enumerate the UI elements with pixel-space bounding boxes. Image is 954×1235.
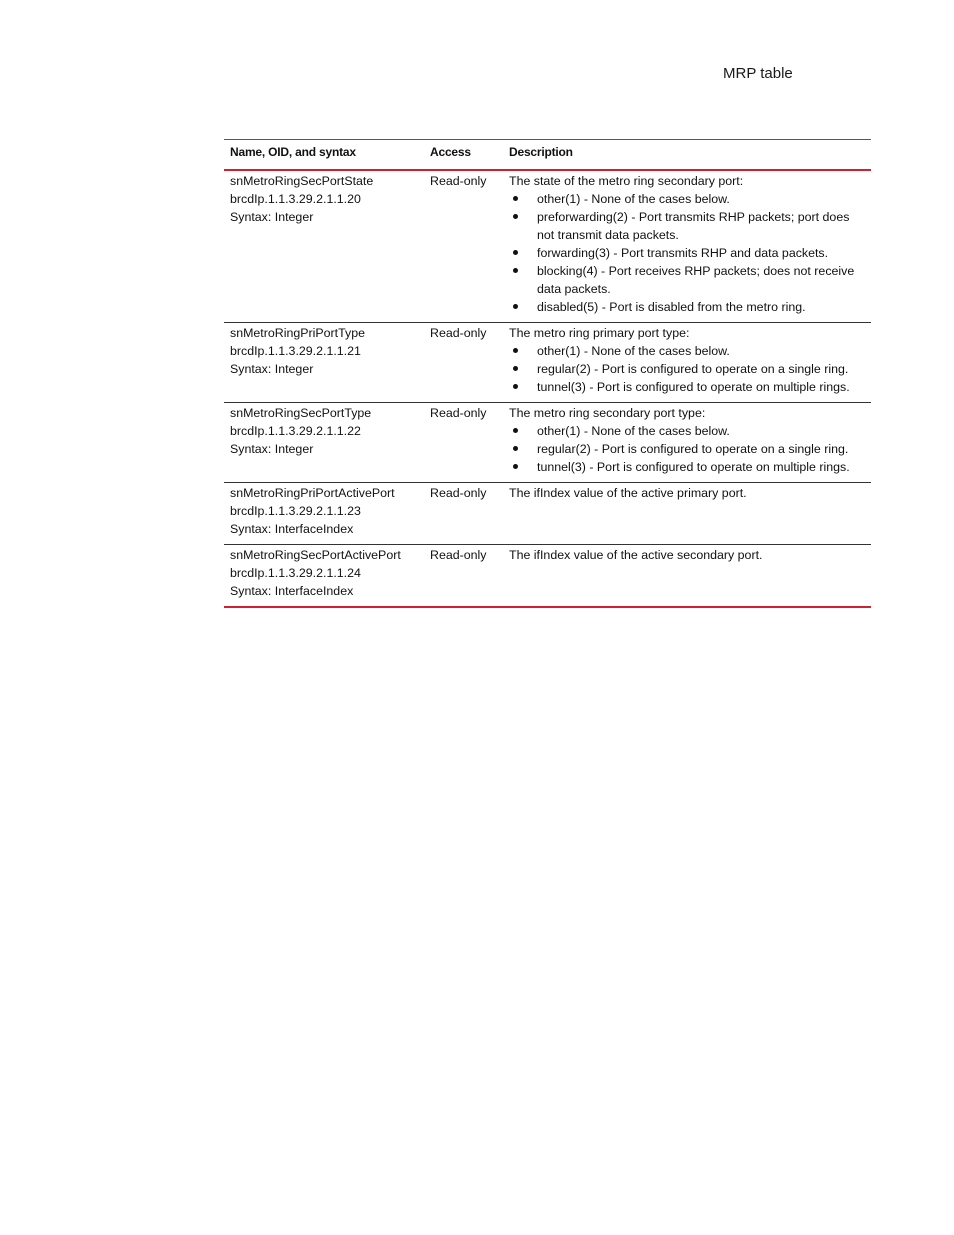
table-row [224,170,871,323]
object-cell [224,403,424,483]
bullet-icon [513,268,518,273]
description-text: The ifIndex value of the active primary port. [509,486,747,500]
bullet-icon [513,428,518,433]
description-cell [503,545,871,608]
bullet-icon [513,384,518,389]
object-oid: brcdIp.1.1.3.29.2.1.1.24 [230,566,361,580]
list-item [509,190,865,208]
list-item-text: tunnel(3) - Port is configured to operate on multiple rings. [537,380,850,394]
object-oid: brcdIp.1.1.3.29.2.1.1.21 [230,344,361,358]
bullet-icon [513,348,518,353]
object-syntax: Syntax: Integer [230,362,314,376]
bullet-icon [513,214,518,219]
description-cell [503,403,871,483]
object-name: snMetroRingSecPortActivePort [230,548,401,562]
object-syntax: Syntax: InterfaceIndex [230,522,354,536]
list-item [509,342,865,360]
access-cell: Read-only [424,483,503,545]
table-header-row [224,140,871,171]
object-cell [224,483,424,545]
description-text: The metro ring secondary port type: [509,406,706,420]
object-oid: brcdIp.1.1.3.29.2.1.1.22 [230,424,361,438]
list-item-text: preforwarding(2) - Port transmits RHP packets; port does not transmit data packets. [537,210,850,242]
running-header: MRP table [723,65,793,82]
value-list [509,422,865,476]
access-cell: Read-only [424,403,503,483]
table-row [224,483,871,545]
list-item-text: regular(2) - Port is configured to operate on a single ring. [537,442,849,456]
list-item-text: regular(2) - Port is configured to operate on a single ring. [537,362,849,376]
bullet-icon [513,446,518,451]
object-syntax: Syntax: Integer [230,442,314,456]
object-syntax: Syntax: Integer [230,210,314,224]
column-header-name: Name, OID, and syntax [224,140,424,171]
object-cell [224,170,424,323]
list-item-text: forwarding(3) - Port transmits RHP and data packets. [537,246,829,260]
table-row [224,323,871,403]
list-item-text: blocking(4) - Port receives RHP packets; does not receive data packets. [537,264,855,296]
description-text: The metro ring primary port type: [509,326,690,340]
list-item [509,422,865,440]
list-item [509,262,865,298]
object-name: snMetroRingSecPortState [230,174,374,188]
object-cell [224,545,424,608]
object-cell [224,323,424,403]
bullet-icon [513,464,518,469]
object-oid: brcdIp.1.1.3.29.2.1.1.23 [230,504,361,518]
description-cell [503,170,871,323]
list-item-text: other(1) - None of the cases below. [537,192,730,206]
object-name: snMetroRingPriPortType [230,326,365,340]
list-item [509,458,865,476]
column-header-description: Description [503,140,871,171]
object-syntax: Syntax: InterfaceIndex [230,584,354,598]
object-name: snMetroRingPriPortActivePort [230,486,395,500]
access-cell: Read-only [430,548,487,562]
table-row [224,545,871,608]
bullet-icon [513,366,518,371]
mrp-mib-table [224,139,871,608]
description-text: The state of the metro ring secondary port: [509,174,744,188]
object-name: snMetroRingSecPortType [230,406,372,420]
value-list [509,190,865,316]
access-cell: Read-only [424,170,503,323]
list-item [509,244,865,262]
list-item-text: other(1) - None of the cases below. [537,424,730,438]
list-item [509,208,865,244]
description-text: The ifIndex value of the active secondary port. [509,548,763,562]
bullet-icon [513,250,518,255]
column-header-access: Access [424,140,503,171]
list-item [509,298,865,316]
list-item [509,440,865,458]
access-cell: Read-only [424,323,503,403]
value-list [509,342,865,396]
description-cell [503,323,871,403]
list-item [509,360,865,378]
description-cell [503,483,871,545]
table-row [224,403,871,483]
list-item-text: tunnel(3) - Port is configured to operate on multiple rings. [537,460,850,474]
bullet-icon [513,304,518,309]
list-item-text: other(1) - None of the cases below. [537,344,730,358]
object-oid: brcdIp.1.1.3.29.2.1.1.20 [230,192,361,206]
list-item [509,378,865,396]
list-item-text: disabled(5) - Port is disabled from the metro ring. [537,300,806,314]
bullet-icon [513,196,518,201]
